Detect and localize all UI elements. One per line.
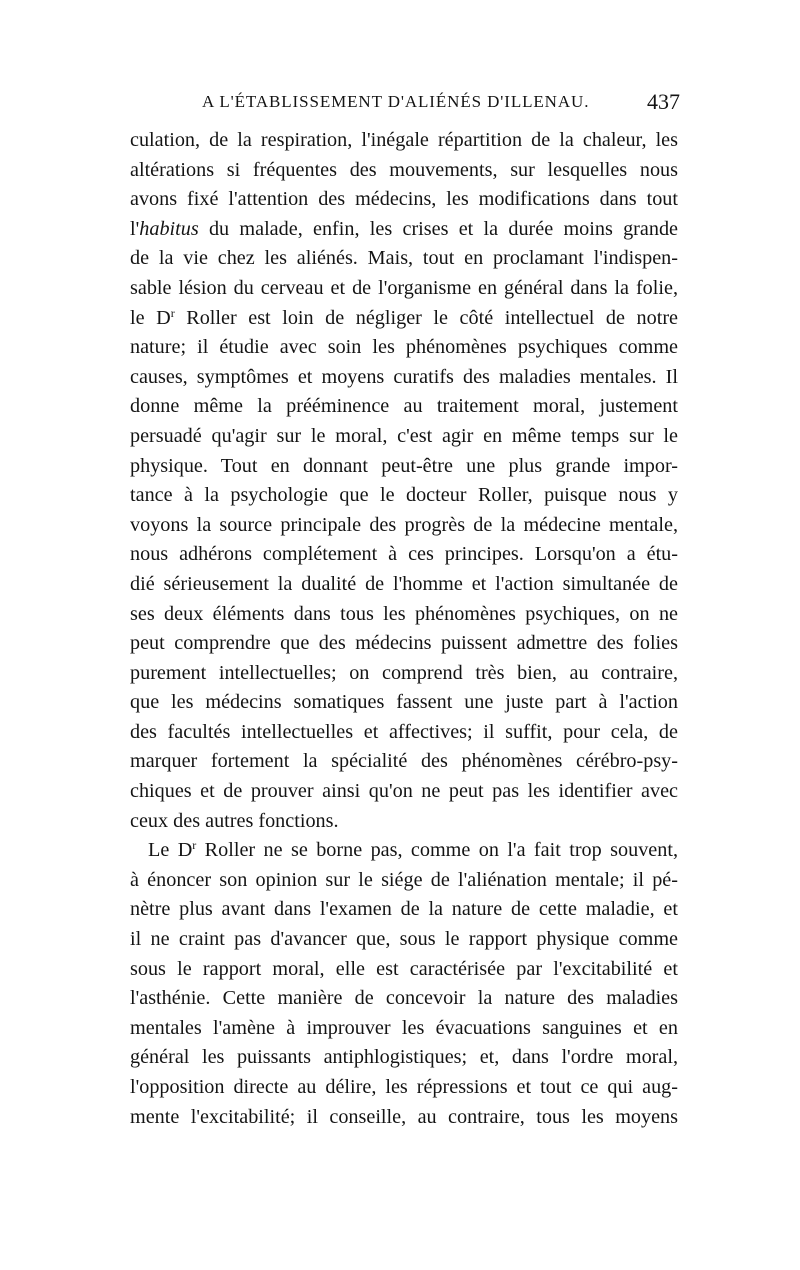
text-line: tance à la psychologie que le docteur Roller, puisque nous y [130, 484, 678, 507]
text-line: il ne craint pas d'avancer que, sous le rapport physique comme [130, 928, 678, 951]
text-line: donne même la prééminence au traitement moral, justement [130, 395, 678, 418]
text-line: purement intellectuelles; on comprend très bien, au contraire, [130, 661, 678, 684]
text-line: persuadé qu'agir sur le moral, c'est agir en même temps sur le [130, 424, 678, 447]
text-line: général les puissants antiphlogistiques; et, dans l'ordre moral, [130, 1046, 678, 1069]
text-line: causes, symptômes et moyens curatifs des maladies mentales. Il [130, 365, 678, 388]
text-line: nature; il étudie avec soin les phénomènes psychiques comme [130, 336, 678, 359]
text-line: mente l'excitabilité; il conseille, au contraire, tous les moyens [130, 1105, 678, 1128]
text-line: physique. Tout en donnant peut-être une plus grande impor- [130, 454, 678, 477]
text-line: l'opposition directe au délire, les répressions et tout ce qui aug- [130, 1076, 678, 1098]
text-line: que les médecins somatiques fassent une juste part à l'action [130, 691, 678, 714]
running-title: A L'ÉTABLISSEMENT D'ALIÉNÉS D'ILLENAU. [202, 92, 590, 111]
text-line: ceux des autres fonctions. [130, 809, 339, 832]
running-head [130, 89, 680, 120]
text-line: l'asthénie. Cette manière de concevoir la nature des maladies [130, 987, 678, 1010]
text-line: nous adhérons complétement à ces principes. Lorsqu'on a étu- [130, 543, 678, 566]
text-line: sous le rapport moral, elle est caractérisée par l'excitabilité et [130, 957, 678, 980]
text-line: à énoncer son opinion sur le siége de l'aliénation mentale; il pé- [130, 868, 678, 891]
text-line: avons fixé l'attention des médecins, les modifications dans tout [130, 188, 678, 211]
text-line: culation, de la respiration, l'inégale répartition de la chaleur, les [130, 129, 678, 151]
text-line: le $D^r$ Roller est loin de négliger le côté intellectuel de notre [130, 305, 678, 329]
text-line: voyons la source principale des progrès de la médecine mentale, [130, 513, 678, 536]
text-line: ses deux éléments dans tous les phénomènes psychiques, on ne [130, 602, 678, 625]
text-line: l'habitus du malade, enfin, les crises et la durée moins grande [130, 217, 678, 240]
text-line: sable lésion du cerveau et de l'organisme en général dans la folie, [130, 276, 678, 299]
text-line: dié sérieusement la dualité de l'homme et l'action simultanée de [130, 572, 678, 595]
text-line: chiques et de prouver ainsi qu'on ne peut pas les identifier avec [130, 780, 678, 803]
text-line: mentales l'amène à improuver les évacuations sanguines et en [130, 1016, 678, 1039]
text-line: Le $D^r$ Roller ne se borne pas, comme on l'a fait trop souvent, [148, 838, 678, 862]
text-line: nètre plus avant dans l'examen de la nature de cette maladie, et [130, 898, 678, 921]
text-line: des facultés intellectuelles et affectives; il suffit, pour cela, de [130, 720, 678, 743]
body-text [130, 126, 678, 1132]
text-line: altérations si fréquentes des mouvements, sur lesquelles nous [130, 158, 678, 181]
text-line: peut comprendre que des médecins puissent admettre des folies [130, 632, 678, 655]
page-number: 437 [647, 89, 680, 114]
text-line: marquer fortement la spécialité des phénomènes cérébro-psy- [130, 750, 678, 773]
text-line: de la vie chez les aliénés. Mais, tout en proclamant l'indispen- [130, 247, 678, 270]
